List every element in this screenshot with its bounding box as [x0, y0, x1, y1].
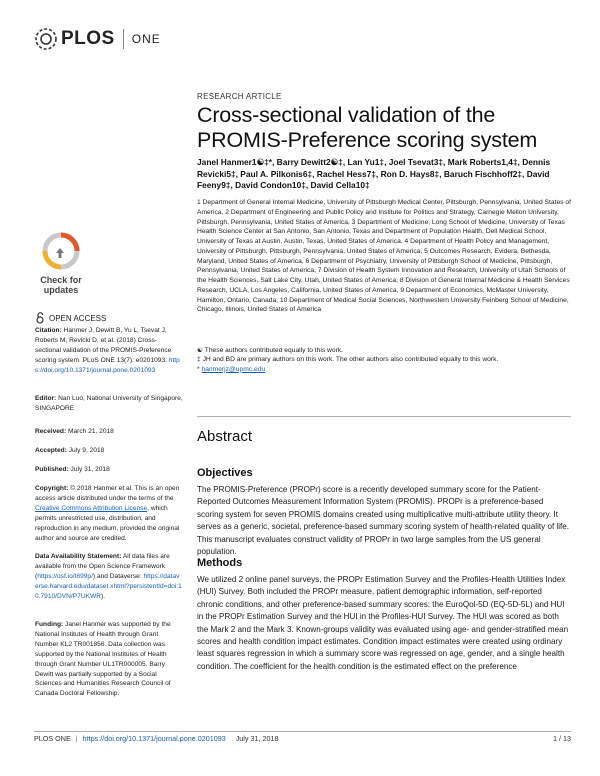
journal-name: ONE — [131, 32, 161, 46]
article-type-label: RESEARCH ARTICLE — [197, 92, 282, 101]
affiliations: 1 Department of General Internal Medicine, University of Pittsburgh Medical Center, Pittsburgh, Pennsylvania, United States of America, 2 Department of Engineering and Public Policy and Institute for Politics and Strategy, Carnegie Mellon University, Pittsburgh, Pennsylvania, United States of America, 3 Department of Medicine, Long School of Medicine, University of Texas Health Science Center at San Antonio, San Antonio, Texas and Department of Population Health, Dell Medical School, University of Texas at Austin, Austin, Texas, United States of America, 4 Department of Health Policy and Management, University of Pittsburgh, Pittsburgh, Pennsylvania, United States of America, 5 Outcomes Research, Evidera, Bethesda, Maryland, United States of America, 6 Department of Psychiatry, University of Pittsburgh School of Medicine, Pittsburgh, Pennsylvania, United States of America, 7 Division of Health System Innovation and Research, University of Utah Schools of the Health Sciences, Salt Lake City, Utah, United States of America, 8 Division of General Internal Medicine & Health Services Research, UCLA, Los Angeles, California, United States of America, 9 Department of Economics, McMaster University, Hamilton, Ontario, Canada, 10 Department of Medical Social Sciences, Northwestern University Feinberg School of Medicine, Chicago, Illinois, United States of America — [197, 199, 571, 314]
methods-heading: Methods — [197, 557, 243, 569]
funding-block: Funding: Janel Hanmer was supported by the National Institutes of Health through Grant Number KL2 TR001856. Data collection was supported by the National Institutes of Health through Grant Number UL1TR000005. Barry Dewitt was partially supported by a Social Sciences and Humanities Research Council of Canada Doctoral Fellowship. — [35, 621, 171, 698]
abstract-heading: Abstract — [197, 428, 253, 445]
check-for-updates-label: Check for updates — [40, 275, 82, 295]
footer-doi-link[interactable]: https://doi.org/10.1371/journal.pone.0201093 — [82, 734, 226, 743]
equal-contribution-note: ☯ These authors contributed equally to this work. — [197, 347, 344, 354]
objectives-text: The PROMIS-Preference (PROPr) score is a recently developed summary score for the Patient-Reported Outcomes Measurement Information System (PROMIS). PROPr is a preference-based scoring system for seven PROMIS domains created using multiplicative multi-attribute utility theory. It serves as a generic, societal, preference-based summary scoring system of health-related quality of life. This manuscript evaluates construct validity of PROPr in two large samples from the US general population. — [197, 485, 570, 557]
data-availability-block: Data Availability Statement: All data files are available from the Open Science Framework (https://osf.io/t899p/) and Dataverse: https://dataverse.harvard.edu/dataset.xhtml?persistentId=doi:10.7910/DVN/P7UKWR). — [35, 553, 182, 600]
author-notes — [197, 346, 571, 374]
footer-divider — [34, 731, 571, 732]
osf-link[interactable]: https://osf.io/t899p/ — [37, 572, 93, 580]
article-title: Cross-sectional validation of the PROMIS-Preference scoring system — [197, 103, 538, 152]
check-for-updates-icon — [35, 232, 87, 270]
section-divider — [197, 416, 571, 417]
citation-doi-link[interactable]: https://doi.org/10.1371/journal.pone.0201093 — [35, 356, 180, 374]
published-date: Published: July 31, 2018 — [35, 466, 110, 473]
check-for-updates-badge[interactable] — [35, 232, 87, 296]
accepted-date: Accepted: July 9, 2018 — [35, 447, 105, 454]
page-number: 1 / 13 — [553, 734, 571, 743]
citation-block: Citation: Hanmer J, Dewitt B, Yu L, Tsevat J, Roberts M, Revicki D, et al. (2018) Cross-sectional validation of the PROMIS-Preference scoring system. PLoS ONE 13(7): e0201093. https://doi.org/10.1371/journal.pone.0201093 — [35, 327, 180, 374]
editor-block: Editor: Nan Luo, National University of Singapore, SINGAPORE — [35, 395, 183, 412]
plos-logo-icon — [34, 27, 58, 51]
footer-journal: PLOS ONE — [34, 734, 71, 743]
primary-authors-note: ‡ JH and BD are primary authors on this work. The other authors also contributed equally to this work. — [197, 356, 499, 364]
journal-logo — [34, 25, 161, 53]
received-date: Received: March 21, 2018 — [35, 428, 114, 435]
copyright-block: Copyright: © 2018 Hanmer et al. This is an open access article distributed under the terms of the Creative Commons Attribution License, which permits unrestricted use, distribution, and reproduction in any medium, provided the original author and source are credited. — [35, 485, 180, 542]
corresponding-author-note: * hanmerjz@upmc.edu — [197, 365, 266, 373]
page-footer: PLOS ONE | https://doi.org/10.1371/journal.pone.0201093 July 31, 2018 1 / 13 — [34, 734, 571, 743]
footer-date: July 31, 2018 — [235, 734, 279, 743]
dataverse-link[interactable]: https://dataverse.harvard.edu/dataset.xhtml?persistentId=doi:10.7910/DVN/P7UKWR — [35, 572, 182, 600]
logo-text: PLOS — [61, 28, 115, 49]
open-access-badge: OPEN ACCESS — [35, 312, 106, 324]
corresponding-email-link[interactable]: hanmerjz@upmc.edu — [201, 365, 266, 373]
license-link[interactable]: Creative Commons Attribution License — [35, 504, 148, 512]
logo-divider — [123, 29, 124, 49]
objectives-heading: Objectives — [197, 467, 253, 479]
open-lock-icon — [35, 312, 45, 324]
methods-text: We utilized 2 online panel surveys, the PROPr Estimation Survey and the Profiles-Health Utilities Index (HUI) Survey. Both included the PROPr measure, patient demographic information, self-reported chronic conditions, and other preference-based summary scores: the EuroQol-5D (EQ-5D-5L) and HUI in the PROPr Estimation Survey and the HUI in the Profiles-HUI Survey. The HUI was scored as both the Mark 2 and the Mark 3. Known-groups validity was evaluated using age- and gender-stratified mean scores and health condition impact estimates. Condition impact estimates were created using ordinary least squares regression in which a summary score was regressed on age, gender, and a single health condition. The coefficient for the health condition is the estimated effect on the preference — [197, 575, 569, 671]
author-list: Janel Hanmer1☯‡*, Barry Dewitt2☯‡, Lan Yu1‡, Joel Tsevat3‡, Mark Roberts1,4‡, Dennis Revicki5‡, Paul A. Pilkonis6‡, Rachel Hess7‡, Ron D. Hays8‡, Baruch Fischhoff2‡, David Feeny9‡, David Condon10‡, David Cella10‡ — [197, 157, 551, 191]
